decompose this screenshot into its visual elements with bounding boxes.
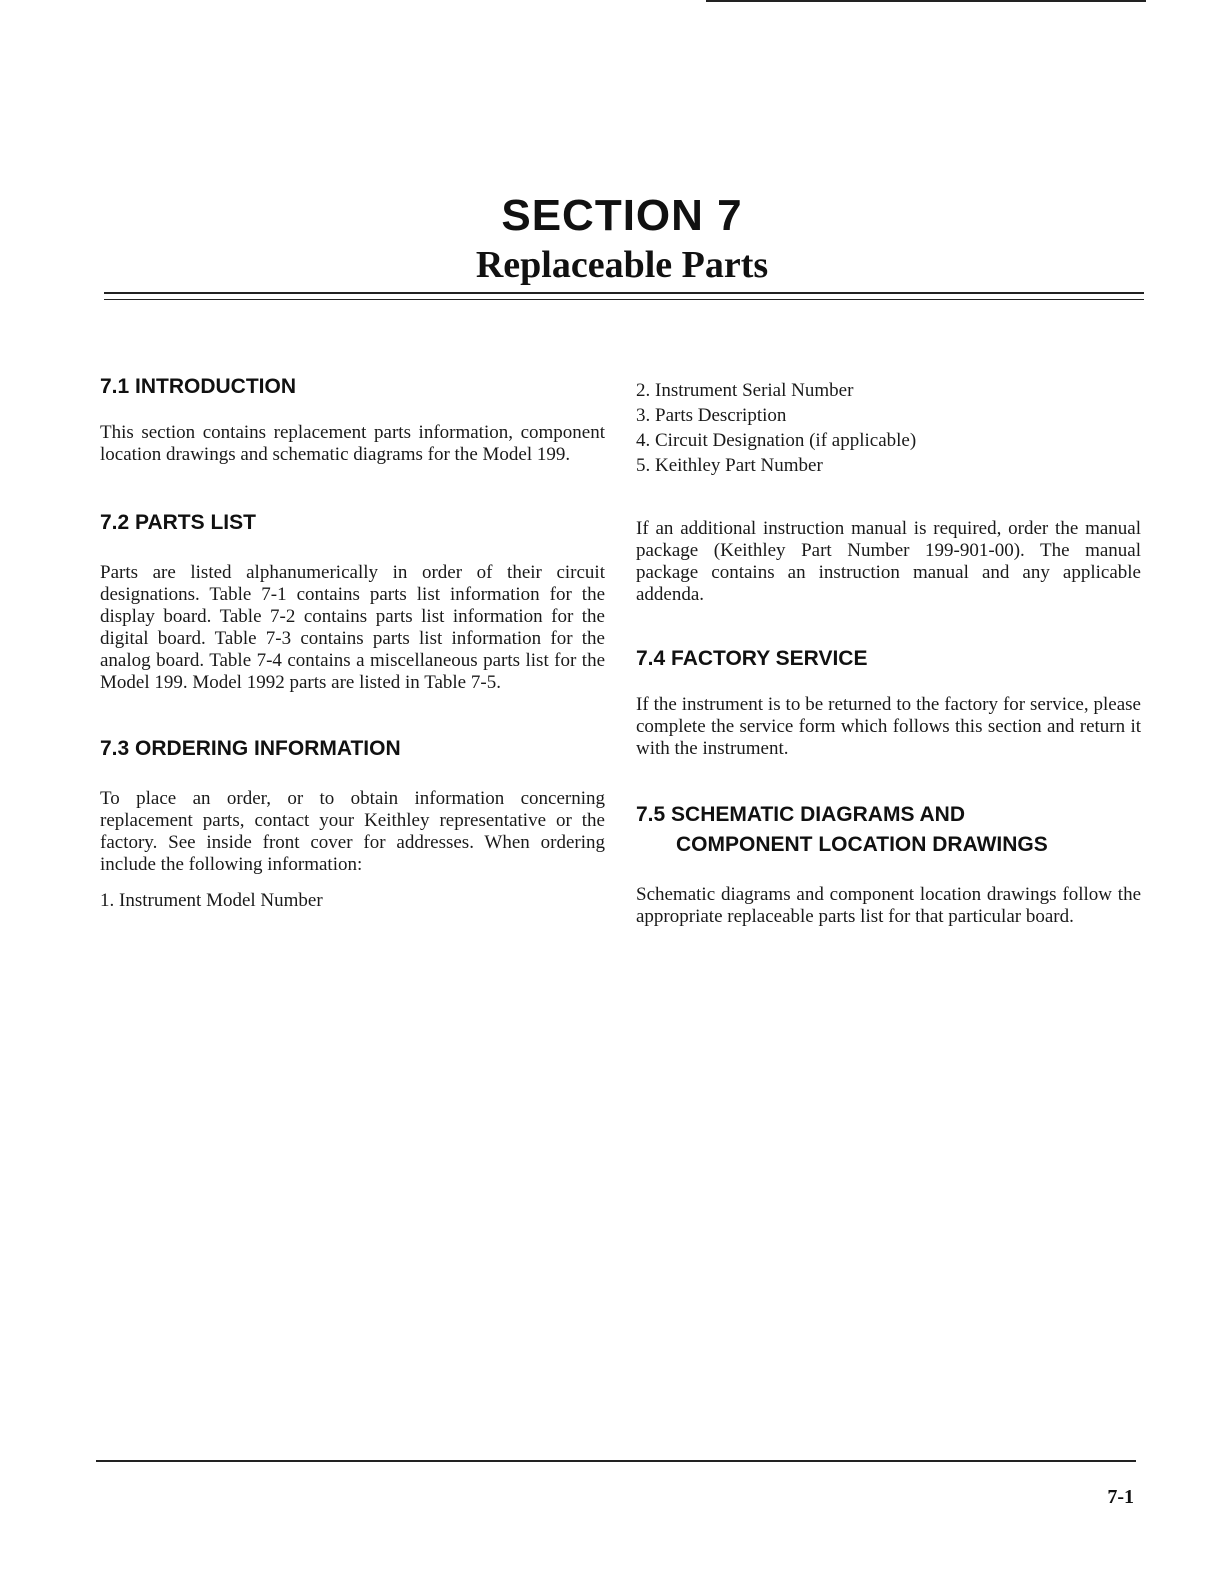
heading-introduction: 7.1 INTRODUCTION [100,375,297,398]
list-item: 3. Parts Description [636,405,787,426]
heading-factory-service: 7.4 FACTORY SERVICE [636,647,868,670]
list-item: 4. Circuit Designation (if applicable) [636,430,917,451]
title-rule [104,292,1144,294]
title-block [100,190,1144,288]
parts-list-text: Parts are listed alphanumerically in order of their circuit designations. Table 7-1 contains parts list information for the display board. Table 7-2 contains parts list information for the digital board. Table 7-3 contains parts list information for the analog board. Table 7-4 contains a miscellaneous parts list for the Model 199. Model 1992 parts are listed in Table 7-5. [100,562,605,693]
schematic-diagrams-text: Schematic diagrams and component location drawings follow the appropriate replaceable parts list for that particular board. [636,884,1141,927]
right-column [636,378,1141,928]
introduction-text: This section contains replacement parts information, component location drawings and schematic diagrams for the Model 199. [100,422,605,465]
page-number: 7-1 [1107,1486,1134,1508]
heading-schematic-diagrams-line2: COMPONENT LOCATION DRAWINGS [676,833,1048,856]
factory-service-text: If the instrument is to be returned to the factory for service, please complete the service form which follows this section and return it with the instrument. [636,694,1141,759]
list-item: 5. Keithley Part Number [636,455,823,476]
heading-schematic-diagrams: 7.5 SCHEMATIC DIAGRAMS AND [636,803,966,826]
footer-rule [96,1460,1136,1462]
list-item: 2. Instrument Serial Number [636,380,854,401]
ordering-items-list [636,378,1141,478]
title-rule-secondary [104,299,1144,300]
ordering-item-1: 1. Instrument Model Number [100,890,323,911]
heading-ordering-information: 7.3 ORDERING INFORMATION [100,737,401,760]
manual-package-text: If an additional instruction manual is required, order the manual package (Keithley Part Number 199-901-00). The manual package contains an instruction manual and any applicable addenda. [636,518,1141,605]
top-rule [706,0,1146,2]
left-column [100,372,605,912]
ordering-information-text: To place an order, or to obtain information concerning replacement parts, contact your Keithley representative or the factory. See inside front cover for addresses. When ordering include the following information: [100,788,605,875]
section-title: Replaceable Parts [475,244,769,286]
section-number: SECTION 7 [501,191,743,240]
heading-parts-list: 7.2 PARTS LIST [100,511,256,534]
